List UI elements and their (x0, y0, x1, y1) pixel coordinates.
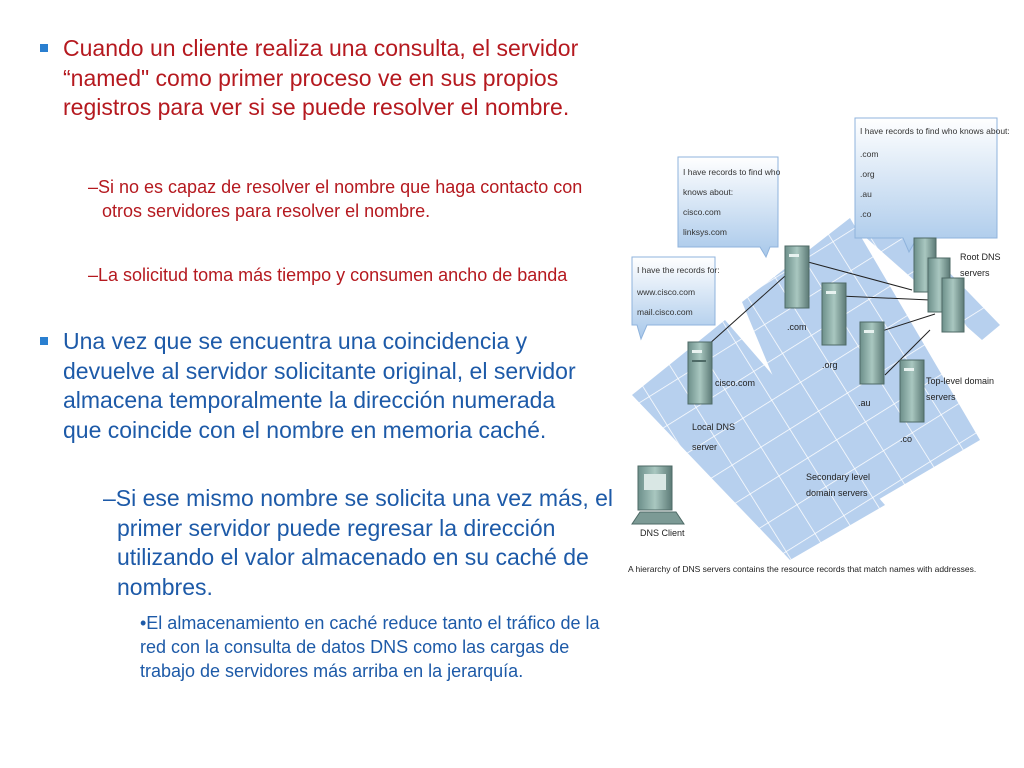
paragraph-2b: •El almacenamiento en caché reduce tanto el tráfico de la red con la consulta de datos DNS como las cargas de trabajo de servidores más arriba en la jerarquía. (140, 613, 600, 681)
paragraph-2a: –Si ese mismo nombre se solicita una vez más, el primer servidor puede regresar la dirección utilizando el valor almacenado en su caché de nombres. (103, 485, 614, 600)
label-tld: Top-level domain (926, 376, 995, 386)
svg-text:I have records to find who: I have records to find who (683, 167, 781, 177)
paragraph-1b: –La solicitud toma más tiempo y consumen ancho de banda (88, 265, 568, 285)
svg-text:cisco.com: cisco.com (683, 207, 721, 217)
diagram-caption: A hierarchy of DNS servers contains the resource records that match names with addresses. (628, 564, 977, 574)
paragraph-2: Una vez que se encuentra una coincidencia y devuelve al servidor solicitante original, el servidor almacena temporalmente la dirección numerada que coincide con el nombre en memoria caché. (63, 328, 576, 443)
svg-text:linksys.com: linksys.com (683, 227, 727, 237)
svg-text:I have the records for:: I have the records for: (637, 265, 720, 275)
server-co (900, 360, 924, 422)
bubble-root-line5: .co (860, 209, 872, 219)
paragraph-1a: –Si no es capaz de resolver el nombre que haga contacto con otros servidores para resolver el nombre. (88, 177, 583, 221)
server-local-dns (688, 342, 712, 404)
label-sld: Secondary level (806, 472, 871, 482)
svg-text:knows about:: knows about: (683, 187, 734, 197)
server-au (860, 322, 884, 384)
svg-text:mail.cisco.com: mail.cisco.com (637, 307, 693, 317)
bubble-root-line1: I have records to find who knows about: (860, 126, 1010, 136)
svg-text:servers: servers (926, 392, 956, 402)
server-org (822, 283, 846, 345)
bubble-root-line3: .org (860, 169, 875, 179)
label-root-dns: Root DNS (960, 252, 1001, 262)
server-com (785, 246, 809, 308)
bubble-root-line4: .au (860, 189, 872, 199)
label-cisco: cisco.com (715, 378, 756, 388)
label-au: .au (858, 398, 871, 408)
bubble-root-line2: .com (860, 149, 879, 159)
label-com: .com (787, 322, 807, 332)
label-local-dns: Local DNS (692, 422, 736, 432)
svg-text:www.cisco.com: www.cisco.com (637, 287, 696, 297)
label-org: .org (822, 360, 838, 370)
dns-client-computer (632, 466, 684, 524)
label-dns-client: DNS Client (640, 528, 685, 538)
svg-text:servers: servers (960, 268, 990, 278)
label-co: .co (900, 434, 913, 444)
paragraph-1: Cuando un cliente realiza una consulta, el servidor “named" como primer proceso ve en sus propios registros para ver si se puede resolver el nombre. (63, 35, 579, 120)
bubble-root (855, 118, 1010, 252)
bubble-local (632, 257, 720, 339)
svg-text:domain servers: domain servers (806, 488, 868, 498)
bubble-com (678, 157, 781, 257)
svg-text:server: server (692, 442, 718, 452)
